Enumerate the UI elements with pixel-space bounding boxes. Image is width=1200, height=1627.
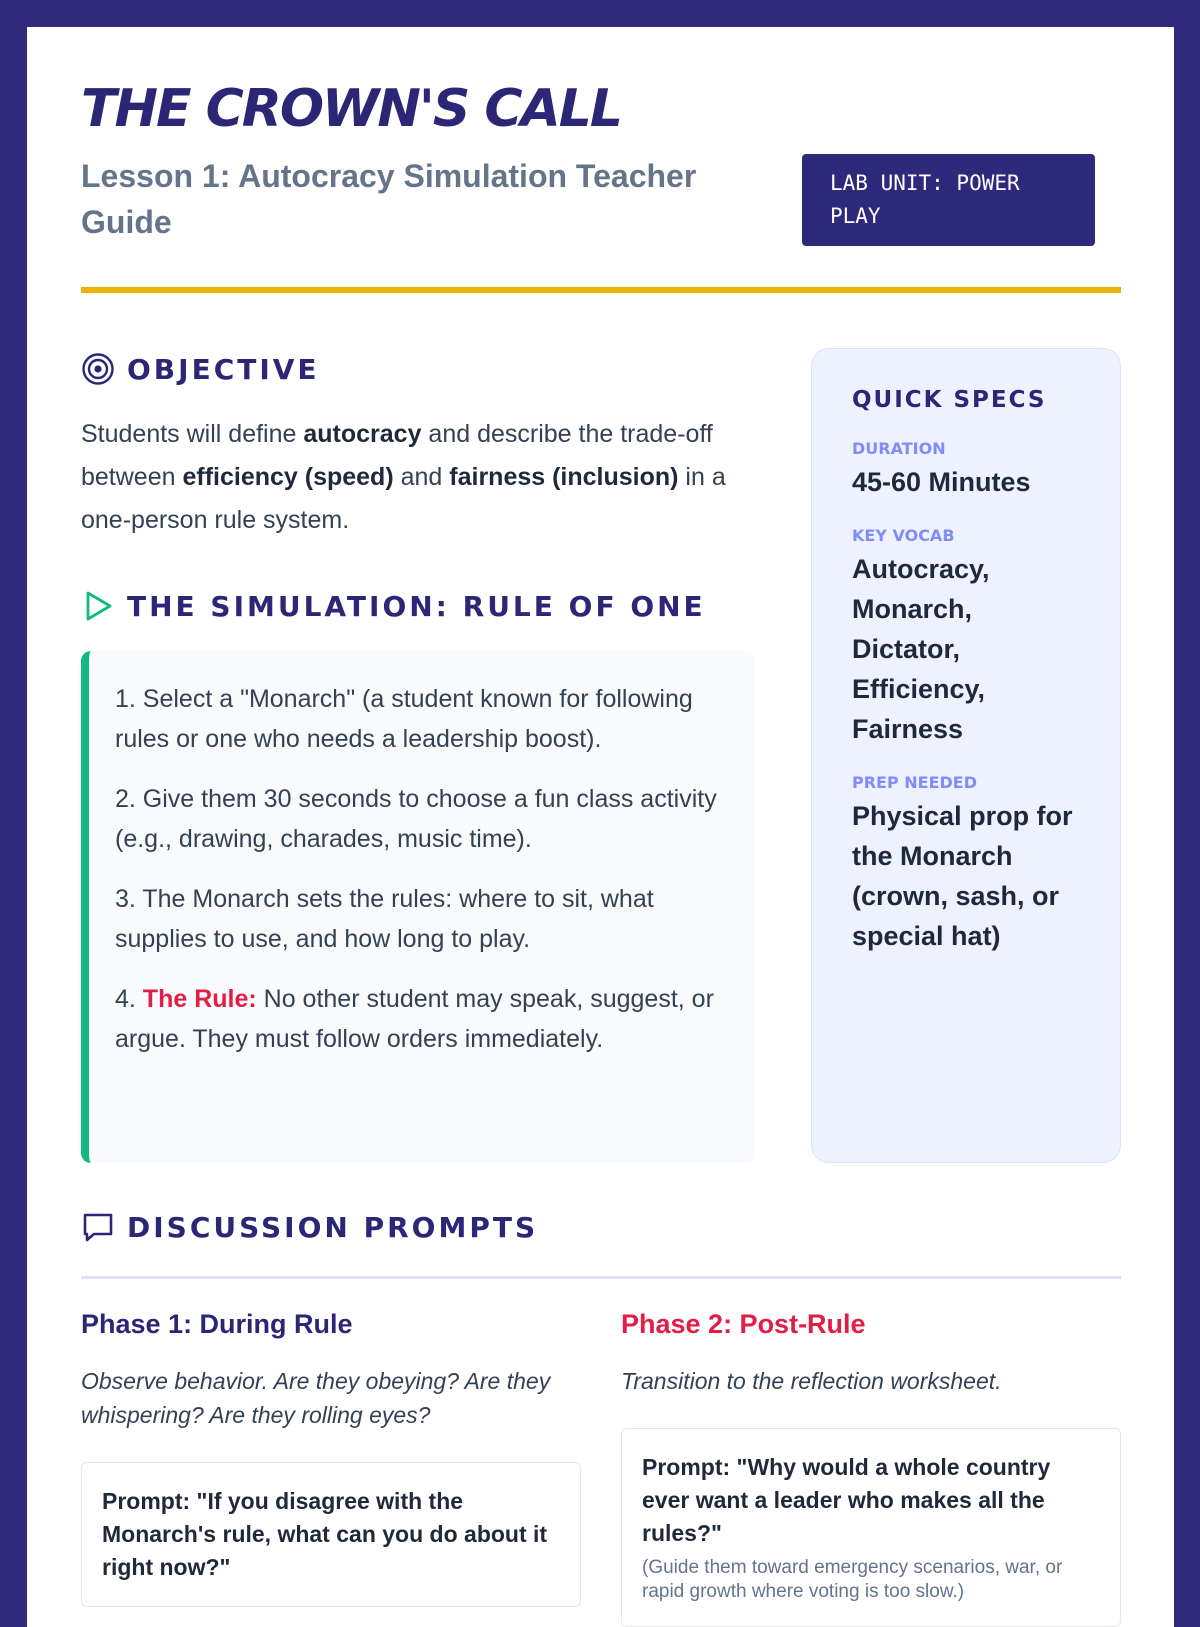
target-icon [81, 352, 115, 386]
guide-page [27, 27, 1174, 1627]
discussion-heading [81, 1210, 538, 1244]
phase-2-prompt: Prompt: "Why would a whole country ever want a leader who makes all the rules?" [642, 1454, 1051, 1546]
objective-heading-label: OBJECTIVE [127, 352, 320, 386]
quick-specs-panel [811, 348, 1121, 1163]
phase-2-column [621, 1309, 1121, 1627]
chat-bubble-icon [81, 1210, 115, 1244]
duration-value: 45-60 Minutes [852, 467, 1031, 497]
simulation-step-3: 3. The Monarch sets the rules: where to sit, what supplies to use, and how long to play. [115, 885, 654, 953]
simulation-heading-label: THE SIMULATION: RULE OF ONE [127, 589, 706, 623]
simulation-rule-label: The Rule: [142, 985, 257, 1013]
duration-label: DURATION [852, 439, 946, 458]
phase-2-title: Phase 2: Post-Rule [621, 1309, 866, 1339]
simulation-step-4 [115, 979, 731, 1059]
phase-1-prompt: Prompt: "If you disagree with the Monarch's rule, what can you do about it right now?" [102, 1488, 548, 1580]
objective-text-part: and describe the trade-off between [81, 420, 713, 491]
key-vocab-value: Autocracy, Monarch, Dictator, Efficiency, Fairness [852, 554, 990, 744]
phase-2-guide: (Guide them toward emergency scenarios, war, or rapid growth where voting is too slow.) [642, 1557, 1063, 1602]
simulation-steps-box [81, 651, 755, 1163]
header-divider [81, 287, 1121, 293]
simulation-heading [81, 589, 706, 623]
discussion-divider [81, 1276, 1121, 1279]
objective-text-part: Students will define [81, 420, 304, 448]
objective-term-efficiency: efficiency (speed) [182, 463, 394, 491]
simulation-step-4-number: 4. [115, 985, 143, 1013]
discussion-heading-label: DISCUSSION PROMPTS [127, 1210, 539, 1244]
prep-needed-value: Physical prop for the Monarch (crown, sash, or special hat) [852, 801, 1073, 951]
phase-2-note: Transition to the reflection worksheet. [621, 1368, 1002, 1394]
page-title: THE CROWN'S CALL [81, 79, 622, 139]
objective-text-part: and [393, 463, 450, 491]
objective-term-autocracy: autocracy [303, 420, 422, 448]
phase-1-prompt-card [81, 1462, 581, 1607]
phase-1-column [81, 1309, 581, 1607]
objective-text-part: in a one-person rule system. [81, 463, 726, 534]
simulation-step-2: 2. Give them 30 seconds to choose a fun class activity (e.g., drawing, charades, music time). [115, 785, 717, 853]
page-subtitle: Lesson 1: Autocracy Simulation Teacher Guide [81, 158, 697, 240]
objective-text [81, 413, 741, 542]
simulation-step-4-text: No other student may speak, suggest, or argue. They must follow orders immediately. [115, 985, 714, 1053]
unit-badge: LAB UNIT: POWER PLAY [802, 154, 1095, 246]
phase-1-title: Phase 1: During Rule [81, 1309, 353, 1339]
phase-1-note: Observe behavior. Are they obeying? Are they whispering? Are they rolling eyes? [81, 1368, 551, 1428]
phase-2-prompt-card [621, 1428, 1121, 1627]
play-icon [81, 589, 115, 623]
key-vocab-label: KEY VOCAB [852, 526, 955, 545]
simulation-step-1: 1. Select a "Monarch" (a student known for following rules or one who needs a leadership boost). [115, 685, 693, 753]
objective-heading [81, 352, 320, 386]
prep-needed-label: PREP NEEDED [852, 773, 978, 792]
objective-term-fairness: fairness (inclusion) [449, 463, 679, 491]
quick-specs-title: QUICK SPECS [852, 387, 1047, 413]
